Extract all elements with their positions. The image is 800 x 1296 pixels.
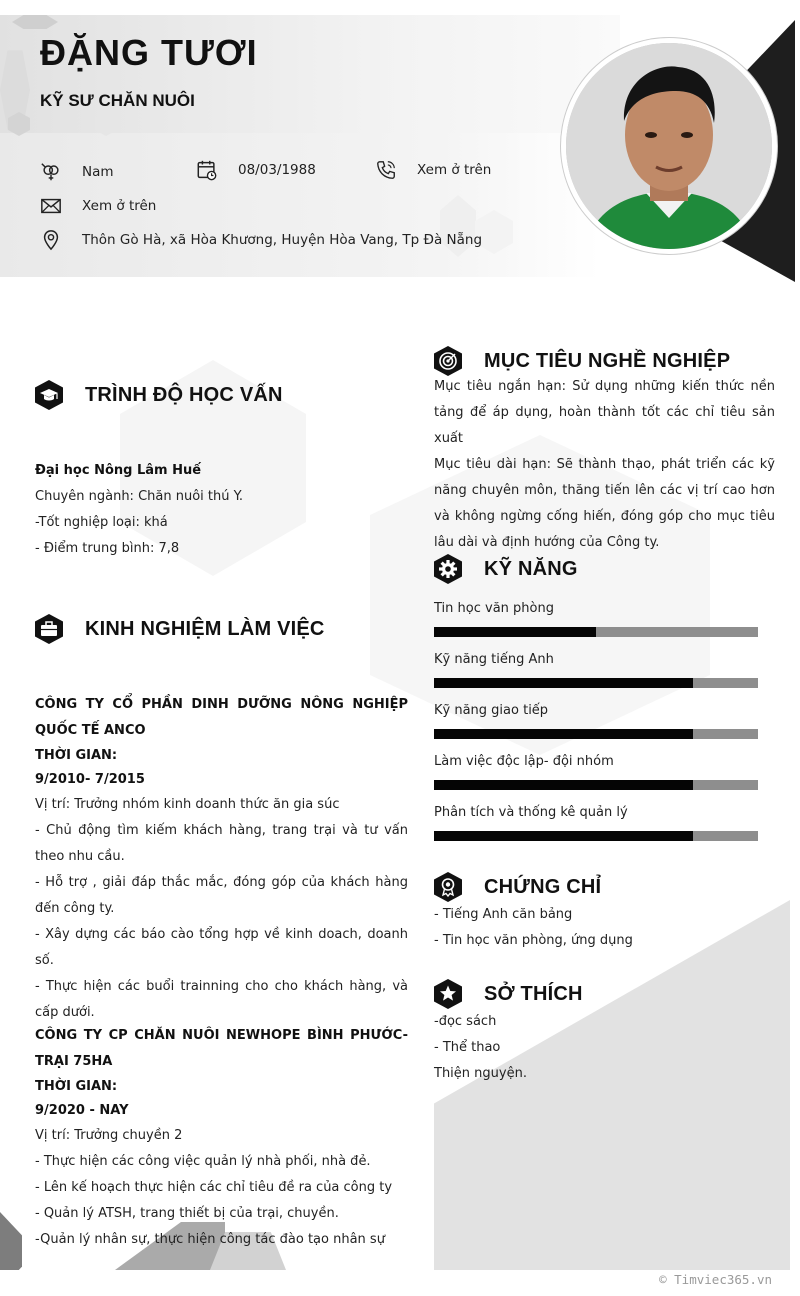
hobbies-content — [434, 1009, 775, 1087]
certificates-heading — [434, 872, 601, 902]
hobby-line: Thiện nguyện. — [434, 1066, 527, 1081]
job-company: CÔNG TY CP CHĂN NUÔI NEWHOPE BÌNH PHƯỚC- TRẠI 75HA — [35, 1028, 408, 1069]
award-icon — [434, 872, 462, 902]
job-time-label: THỜI GIAN: — [35, 748, 118, 763]
target-icon — [434, 346, 462, 376]
profile-photo — [561, 38, 777, 254]
skill-bar-fill — [434, 627, 596, 637]
skill-bar — [434, 729, 758, 739]
job-time-label: THỜI GIAN: — [35, 1079, 118, 1094]
job-line: - Xây dựng các báo cào tổng hợp về kinh doach, doanh số. — [35, 927, 408, 968]
skills-heading — [434, 554, 578, 584]
skill-item — [434, 703, 758, 754]
job-line: - Lên kế hoạch thực hiện các chỉ tiêu đề ra của công ty — [35, 1180, 393, 1195]
contact-birthday — [196, 159, 316, 181]
objective-title: MỤC TIÊU NGHỀ NGHIỆP — [484, 349, 731, 372]
skill-bar-fill — [434, 678, 693, 688]
footer-watermark: © Timviec365.vn — [659, 1272, 772, 1287]
avatar-portrait-icon — [566, 43, 772, 249]
star-icon — [434, 979, 462, 1009]
job-line: - Hỗ trợ , giải đáp thắc mắc, đóng góp của khách hàng đến công ty. — [35, 875, 408, 916]
certificates-content — [434, 902, 775, 954]
email-value: Xem ở trên — [82, 198, 157, 214]
skill-bar — [434, 678, 758, 688]
candidate-name: ĐẶNG TƯƠI — [40, 32, 258, 73]
job-line: -Quản lý nhân sự, thực hiện công tác đào tạo nhân sự — [35, 1232, 385, 1247]
contact-gender — [40, 161, 114, 183]
job-line: - Chủ động tìm kiếm khách hàng, trang trại và tư vấn theo nhu cầu. — [35, 823, 408, 864]
hobbies-heading — [434, 979, 583, 1009]
objective-content — [434, 374, 775, 556]
skill-bar-fill — [434, 780, 693, 790]
skill-bar-fill — [434, 831, 693, 841]
certificate-line: - Tiếng Anh căn bảng — [434, 907, 573, 922]
hobbies-title: SỞ THÍCH — [484, 982, 583, 1005]
hobby-line: -đọc sách — [434, 1014, 497, 1029]
education-line: - Điểm trung bình: 7,8 — [35, 541, 180, 556]
education-school: Đại học Nông Lâm Huế — [35, 463, 202, 478]
email-icon — [40, 195, 62, 217]
skills-list — [434, 601, 758, 856]
objective-long-term: Mục tiêu dài hạn: Sẽ thành thạo, phát triển các kỹ năng chuyên môn, thăng tiến lên các vị trí cao hơn và không ngừng cống hiến, đóng góp cho mục tiêu lâu dài và định hướng của Công ty. — [434, 457, 775, 550]
skill-bar — [434, 627, 758, 637]
job-period: 9/2010- 7/2015 — [35, 772, 145, 787]
education-content — [35, 458, 415, 562]
skill-label: Kỹ năng tiếng Anh — [434, 652, 554, 667]
education-line: -Tốt nghiệp loại: khá — [35, 515, 168, 530]
job-line: - Quản lý ATSH, trang thiết bị của trại, chuyền. — [35, 1206, 339, 1221]
graduation-cap-icon — [35, 380, 63, 410]
certificates-title: CHỨNG CHỈ — [484, 875, 602, 898]
phone-value: Xem ở trên — [417, 162, 492, 178]
phone-icon — [375, 159, 397, 181]
birthday-value: 08/03/1988 — [238, 162, 316, 178]
education-heading — [35, 380, 283, 410]
job-line: - Thực hiện các công việc quản lý nhà phối, nhà đẻ. — [35, 1154, 371, 1169]
hobby-line: - Thể thao — [434, 1040, 501, 1055]
skill-label: Phân tích và thống kê quản lý — [434, 805, 628, 820]
certificate-line: - Tin học văn phòng, ứng dụng — [434, 933, 633, 948]
gender-icon — [40, 161, 62, 183]
skill-label: Tin học văn phòng — [434, 601, 554, 616]
briefcase-icon — [35, 614, 63, 644]
education-line: Chuyên ngành: Chăn nuôi thú Y. — [35, 489, 244, 504]
skill-item — [434, 754, 758, 805]
skill-bar-fill — [434, 729, 693, 739]
contact-phone — [375, 159, 491, 181]
experience-title: KINH NGHIỆM LÀM VIỆC — [85, 617, 325, 640]
skill-bar — [434, 831, 758, 841]
address-value: Thôn Gò Hà, xã Hòa Khương, Huyện Hòa Vang, Tp Đà Nẵng — [82, 232, 483, 248]
job-line: - Thực hiện các buổi trainning cho cho khách hàng, và cấp dưới. — [35, 979, 408, 1020]
education-title: TRÌNH ĐỘ HỌC VẤN — [85, 383, 283, 406]
skill-label: Kỹ năng giao tiếp — [434, 703, 549, 718]
decor-bottom-mask — [0, 1270, 434, 1296]
contact-email — [40, 195, 156, 217]
skill-item — [434, 805, 758, 856]
job-company: CÔNG TY CỔ PHẦN DINH DƯỠNG NÔNG NGHIỆP QUỐC TẾ ANCO — [35, 697, 408, 738]
experience-job-2 — [35, 1023, 408, 1253]
gear-icon — [434, 554, 462, 584]
job-title: KỸ SƯ CHĂN NUÔI — [40, 91, 195, 110]
objective-heading — [434, 346, 730, 376]
experience-job-1 — [35, 692, 408, 1026]
experience-heading — [35, 614, 325, 644]
skill-label: Làm việc độc lập- đội nhóm — [434, 754, 614, 769]
job-period: 9/2020 - NAY — [35, 1103, 129, 1118]
calendar-icon — [196, 159, 218, 181]
job-line: Vị trí: Trưởng nhóm kinh doanh thức ăn gia súc — [35, 797, 340, 812]
job-line: Vị trí: Trưởng chuyền 2 — [35, 1128, 183, 1143]
objective-short-term: Mục tiêu ngắn hạn: Sử dụng những kiến thức nền tảng để áp dụng, hoàn thành tốt các chỉ tiêu sản xuất — [434, 379, 775, 446]
contact-address — [40, 229, 482, 251]
skills-title: KỸ NĂNG — [484, 557, 578, 580]
gender-value: Nam — [82, 164, 114, 180]
skill-bar — [434, 780, 758, 790]
location-pin-icon — [40, 229, 62, 251]
skill-item — [434, 601, 758, 652]
skill-item — [434, 652, 758, 703]
